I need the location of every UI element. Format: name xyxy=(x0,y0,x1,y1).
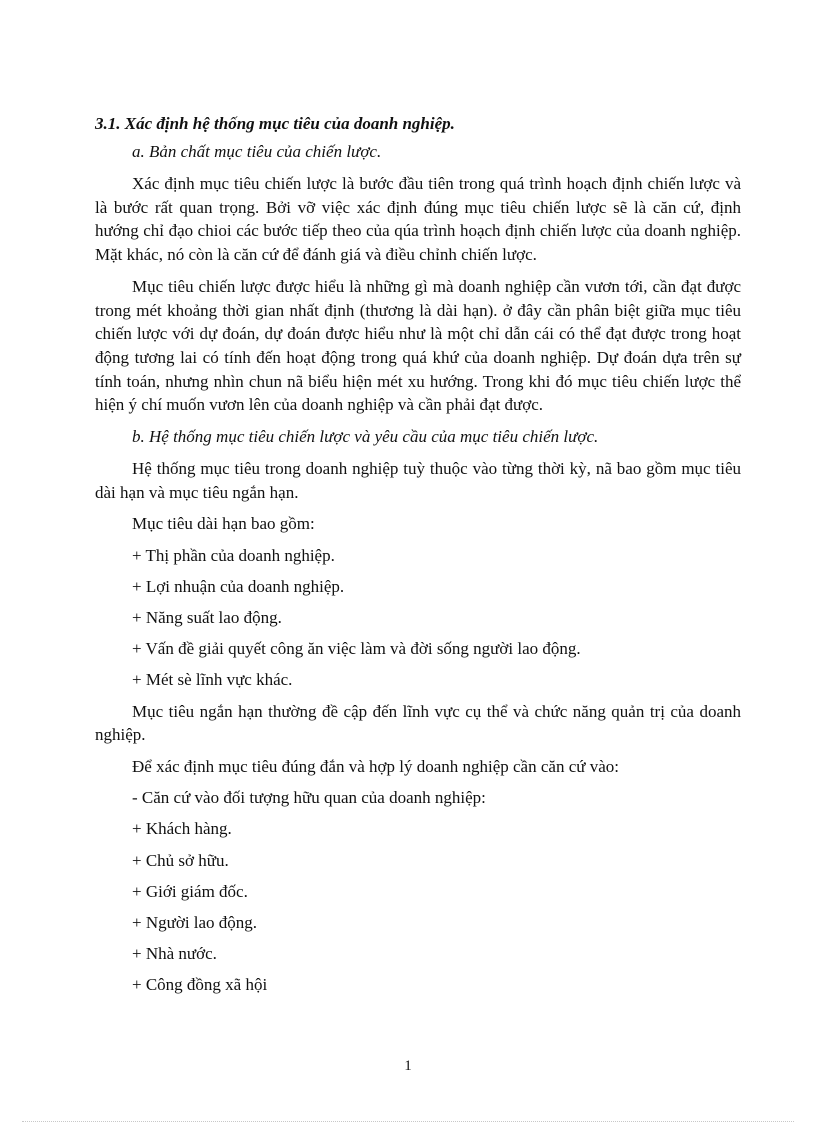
list-item: + Công đồng xã hội xyxy=(132,975,268,995)
list-item: + Thị phần của doanh nghiệp. xyxy=(132,545,335,565)
list-item: + Mét sè lĩnh vực khác. xyxy=(132,670,293,690)
basis-label: Để xác định mục tiêu đúng đắn và hợp lý doanh nghiệp cần căn cứ vào: xyxy=(132,756,619,776)
stakeholder-label: - Căn cứ vào đối tượng hữu quan của doanh nghiệp: xyxy=(132,788,486,808)
section-heading: 3.1. Xác định hệ thống mục tiêu của doanh nghiệp. xyxy=(95,114,455,133)
paragraph: Mục tiêu chiến lược được hiểu là những gì mà doanh nghiệp cần vươn tới, cần đạt được trong mét khoảng thời gian nhất định (thương là dài hạn). ở đây cần phân biệt giữa mục tiêu chiến lược với dự đoán, dự đoán được hiểu như là một chỉ dẫn cái có thể đạt được trong hoạt động tương lai có tính đến hoạt động trong quá khứ của doanh nghiệp. Dự đoán dựa trên sự tính toán, nhưng nhìn chun nã biểu hiện mét xu hướng. Trong khi đó mục tiêu chiến lược thể hiện ý chí muốn vươn lên của doanh nghiệp và cần phải đạt được. xyxy=(95,276,741,415)
page-bottom-border xyxy=(22,1121,794,1122)
long-term-label: Mục tiêu dài hạn bao gồm: xyxy=(132,514,315,534)
list-item: + Giới giám đốc. xyxy=(132,881,248,901)
document-page xyxy=(95,112,741,1004)
section-a-title: a. Bản chất mục tiêu của chiến lược. xyxy=(132,142,382,161)
list-item: + Vấn đề giải quyết công ăn việc làm và đời sống người lao động. xyxy=(132,639,581,659)
list-item: + Lợi nhuận của doanh nghiệp. xyxy=(132,576,345,596)
paragraph: Hệ thống mục tiêu trong doanh nghiệp tuỳ thuộc vào từng thời kỳ, nã bao gồm mục tiêu dài hạn và mục tiêu ngắn hạn. xyxy=(95,459,741,502)
list-item: + Năng suất lao động. xyxy=(132,608,282,627)
list-item: + Khách hàng. xyxy=(132,819,232,839)
paragraph: Xác định mục tiêu chiến lược là bước đầu tiên trong quá trình hoạch định chiến lược và là bước rất quan trọng. Bởi vỡ việc xác định đúng mục tiêu chiến lược sẽ là căn cứ, định hướng chỉ đạo chioi các bước tiếp theo của qúa trình hoạch định chiến lược của doanh nghiệp. Mặt khác, nó còn là căn cứ để đánh giá và điều chỉnh chiến lược. xyxy=(95,174,741,265)
list-item: + Nhà nước. xyxy=(132,944,217,964)
section-b-title: b. Hệ thống mục tiêu chiến lược và yêu cầu của mục tiêu chiến lược. xyxy=(132,427,599,447)
paragraph: Mục tiêu ngắn hạn thường đề cập đến lĩnh vực cụ thể và chức năng quản trị của doanh nghiệp. xyxy=(95,701,741,745)
list-item: + Người lao động. xyxy=(132,912,258,932)
page-number: 1 xyxy=(404,1058,412,1074)
list-item: + Chủ sở hữu. xyxy=(132,850,229,870)
